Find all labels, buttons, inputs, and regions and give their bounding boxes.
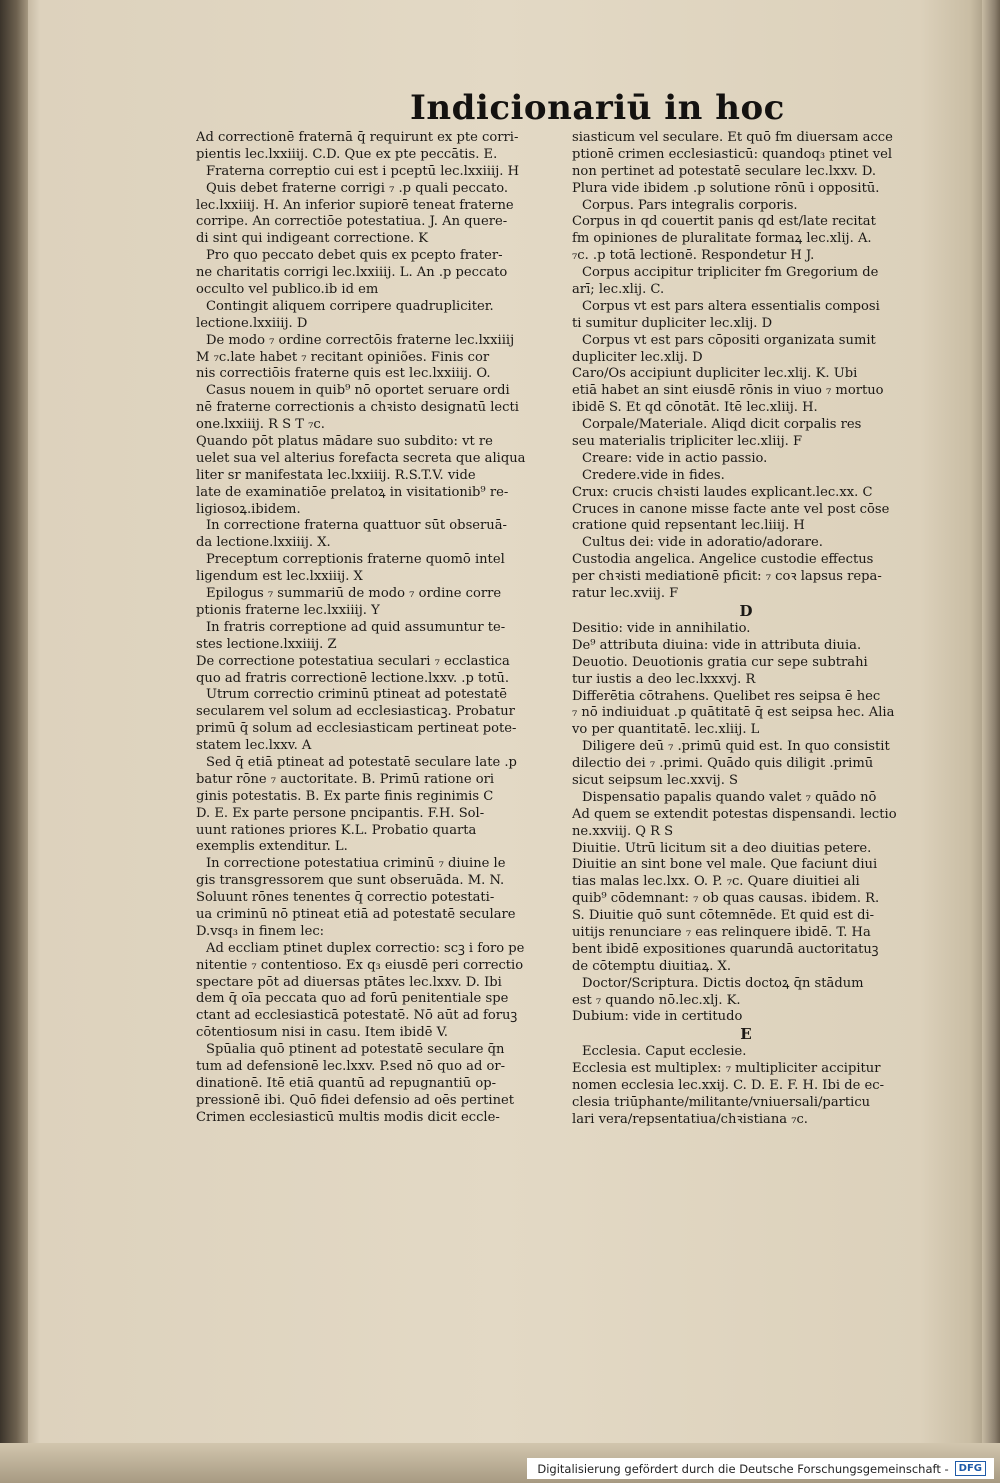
index-entry-line: statem lec.lxxv. A: [196, 738, 312, 754]
index-entry-line: ptionē crimen ecclesiasticū: quandoq₃ ptinet vel: [572, 146, 893, 162]
index-entry-line: D.vsq₃ in finem lec:: [196, 923, 325, 939]
index-entry-line: Ecclesia est multiplex: ₇ multipliciter accipitur: [572, 1061, 881, 1077]
index-entry-line: ₇ nō indiuiduat .p quātitatē q̄ est seipsa hec. Alia: [572, 705, 895, 721]
index-entry-line: Corpus vt est pars altera essentialis composi: [582, 298, 880, 314]
index-entry-line: M ₇c.late habet ₇ recitant opiniões. Finis cor: [196, 349, 490, 365]
index-entry-line: occulto vel publico.ib id em: [196, 282, 379, 298]
page-right-edge: [982, 0, 1000, 1483]
index-entry-line: primū q̄ solum ad ecclesiasticam pertineat pote-: [196, 721, 517, 737]
index-entry-line: Corpus accipitur tripliciter fm Gregorium de: [582, 265, 879, 281]
index-entry-line: dinationē. Itē etiā quantū ad repugnantiū op-: [196, 1075, 497, 1091]
index-entry-line: Corpus vt est pars cōpositi organizata sumit: [582, 332, 876, 348]
index-entry-line: nis correctiōis fraterne quis est lec.lxxiiij. O.: [196, 366, 491, 382]
index-entry-line: Cruces in canone misse facte ante vel post cōse: [572, 501, 890, 517]
index-entry-line: Spūalia quō ptinent ad potestatē seculare q̄n: [206, 1042, 505, 1058]
book-spine-edge: [0, 0, 28, 1483]
index-entry-line: Ad correctionē fraternā q̄ requirunt ex pte corri-: [196, 130, 519, 145]
index-entry-line: ibidē S. Et qd cōnotāt. Itē lec.xliij. H.: [572, 400, 818, 416]
index-entry-line: Credere.vide in fides.: [582, 467, 725, 483]
index-entry-line: Dubium: vide in certitudo: [572, 1009, 743, 1025]
index-entry-line: secularem vel solum ad ecclesiasticaꝫ. Probatur: [196, 704, 515, 720]
index-entry-line: stes lectione.lxxiiij. Z: [196, 636, 337, 652]
index-entry-line: De⁹ attributa diuina: vide in attributa diuia.: [572, 637, 862, 653]
index-entry-line: Deuotio. Deuotionis gratia cur sepe subtrahi: [572, 654, 868, 670]
index-entry-line: ₇c. .p totā lectionē. Respondetur H J.: [572, 248, 815, 264]
index-entry-line: nomen ecclesia lec.xxij. C. D. E. F. H. Ibi de ec-: [572, 1078, 885, 1094]
index-entry-line: Diuitie. Utrū licitum sit a deo diuitias petere.: [572, 840, 872, 856]
index-entry-line: ua criminū nō ptineat etiā ad potestatē seculare: [196, 906, 516, 922]
index-entry-line: Dispensatio papalis quando valet ₇ quādo nō: [582, 789, 877, 805]
index-entry-line: S. Diuitie quō sunt cōtemnēde. Et quid est di-: [572, 908, 875, 924]
index-entry-line: cratione quid repsentant lec.liiij. H: [572, 518, 805, 534]
index-entry-line: Quando pōt platus mādare suo subdito: vt re: [196, 434, 493, 450]
index-entry-line: Casus nouem in quib⁹ nō oportet seruare ordi: [206, 383, 510, 399]
index-entry-line: Ecclesia. Caput ecclesie.: [582, 1044, 747, 1060]
left-text-column: [196, 130, 552, 1127]
index-entry-line: exemplis extenditur. L.: [196, 839, 348, 855]
index-entry-line: De modo ₇ ordine correctōis fraterne lec.lxxiiij: [206, 332, 515, 348]
index-entry-line: Corpus in qd̄ couertit panis qd est/late recitat: [572, 214, 876, 230]
index-entry-line: ptionis fraterne lec.lxxiiij. Y: [196, 602, 380, 618]
page-running-title: Indicionariū in hoc: [410, 88, 785, 128]
index-entry-line: Utrum correctio criminū ptineat ad potestatē: [206, 687, 507, 703]
index-entry-line: Diuitie an sint bone vel male. Que faciunt diui: [572, 857, 878, 873]
index-entry-line: ne charitatis corrigi lec.lxxiiij. L. An .p peccato: [196, 265, 508, 281]
index-entry-line: tur iustis a deo lec.lxxxvj. R: [572, 671, 756, 687]
index-entry-line: vo per quantitatē. lec.xliij. L: [572, 722, 760, 738]
index-entry-line: In correctione fraterna quattuor sūt obseruā-: [206, 518, 507, 534]
index-entry-line: In correctione potestatiua criminū ₇ diuine le: [206, 856, 506, 872]
index-entry-line: uitijs renunciare ₇ eas relinquere ibidē. T. Ha: [572, 924, 871, 940]
index-entry-line: Epilogus ₇ summariū de modo ₇ ordine corre: [206, 586, 502, 602]
index-entry-line: fm opiniones de pluralitate formaꝝ lec.xlij. A.: [572, 231, 872, 247]
index-entry-line: dem q̄ oīa peccata quo ad forū penitentiale spe: [196, 991, 509, 1007]
index-entry-line: Cultus dei: vide in adoratio/adorare.: [582, 535, 823, 551]
index-entry-line: per chꝛisti mediationē pficit: ₇ coꝛ lapsus repa-: [572, 569, 882, 585]
right-text-column: [572, 130, 920, 1129]
index-entry-line: pientis lec.lxxiiij. C.D. Que ex pte peccātis. E.: [196, 146, 498, 162]
index-entry-line: Doctor/Scriptura. Dictis doctoꝝ q̄n stādum: [582, 975, 864, 991]
index-entry-line: Ad quem se extendit potestas dispensandi. lectio: [572, 806, 897, 822]
index-entry-line: est ₇ quando nō.lec.xlj. K.: [572, 992, 741, 1008]
index-entry-line: arī; lec.xlij. C.: [572, 282, 665, 298]
index-entry-line: Creare: vide in actio passio.: [582, 450, 768, 466]
footer-text: Digitalisierung gefördert durch die Deutsche Forschungsgemeinschaft -: [537, 1461, 949, 1476]
index-entry-line: lari vera/repsentatiua/chꝛistiana ₇c.: [572, 1111, 808, 1127]
index-entry-line: tum ad defensionē lec.lxxv. P.sed nō quo ad or-: [196, 1058, 506, 1074]
index-entry-line: Crux: crucis chꝛisti laudes explicant.lec.xx. C: [572, 484, 873, 500]
index-entry-line: quo ad fratris correctionē lectione.lxxv. .p totū.: [196, 670, 509, 686]
index-entry-line: di sint qui indigeant correctione. K: [196, 231, 429, 247]
index-entry-line: lec.lxxiiij. H. An inferior supiorē teneat fraterne: [196, 197, 514, 213]
index-entry-line: ti sumitur dupliciter lec.xlij. D: [572, 315, 773, 331]
index-entry-line: Corpus. Pars integralis corporis.: [582, 197, 798, 213]
index-entry-line: dupliciter lec.xlij. D: [572, 349, 703, 365]
index-entry-line: uunt rationes priores K.L. Probatio quarta: [196, 822, 477, 838]
index-entry-line: Plura vide ibidem .p solutione rōnū i oppositū.: [572, 180, 880, 196]
index-entry-line: nē fraterne correctionis a chꝛisto designatū lecti: [196, 400, 519, 416]
index-entry-line: etiā habet an sint eiusdē rōnis in viuo ₇ mortuo: [572, 383, 884, 399]
index-entry-line: corripe. An correctiōe potestatiua. J. An quere-: [196, 214, 508, 230]
index-entry-line: tias malas lec.lxx. O. P. ₇c. Quare diuitiei ali: [572, 874, 860, 890]
index-entry-line: D. E. Ex parte persone pncipantis. F.H. Sol-: [196, 805, 485, 821]
digitization-footer: [527, 1458, 994, 1479]
index-entry-line: lectione.lxxiiij. D: [196, 315, 308, 331]
index-entry-line: gis transgressorem que sunt obseruāda. M. N.: [196, 873, 505, 889]
index-entry-line: quib⁹ cōdemnant: ₇ ob quas causas. ibidem. R.: [572, 891, 880, 907]
index-entry-line: In fratris correptione ad quid assumuntur te-: [206, 619, 506, 635]
index-entry-line: Contingit aliquem corripere quadrupliciter.: [206, 298, 494, 314]
index-entry-line: Crimen ecclesiasticū multis modis dicit eccle-: [196, 1109, 500, 1125]
index-entry-line: Preceptum correptionis fraterne quomō intel: [206, 552, 505, 568]
index-entry-line: ratur lec.xviij. F: [572, 586, 679, 602]
index-entry-line: seu materialis tripliciter lec.xliij. F: [572, 434, 803, 450]
index-entry-line: Sed q̄ etiā ptineat ad potestatē seculare late .p: [206, 754, 517, 770]
index-entry-line: clesia triūphante/militante/vniuersali/particu: [572, 1094, 871, 1110]
index-entry-line: liter sr manifestata lec.lxxiiij. R.S.T.V. vide: [196, 467, 476, 483]
index-entry-line: de cōtemptu diuitiaꝝ. X.: [572, 958, 731, 974]
index-entry-line: pressionē ibi. Quō fidei defensio ad oēs pertinet: [196, 1092, 515, 1108]
index-entry-line: spectare pōt ad diuersas ptātes lec.lxxv. D. Ibi: [196, 974, 502, 990]
index-entry-line: Corpale/Materiale. Aliqd dicit corpalis res: [582, 417, 862, 433]
index-entry-line: late de examinatiōe prelatoꝝ in visitationib⁹ re-: [196, 484, 509, 500]
index-entry-line: ligendum est lec.lxxiiij. X: [196, 569, 363, 585]
index-entry-line: uelet sua vel alterius forefacta secreta que aliqua: [196, 450, 526, 466]
dfg-logo-icon: DFG: [955, 1461, 986, 1476]
index-entry-line: siasticum vel seculare. Et quō fm diuersam acce: [572, 130, 893, 145]
index-entry-line: ginis potestatis. B. Ex parte finis reginimis C: [196, 788, 494, 804]
index-entry-line: Fraterna correptio cui est i pceptū lec.lxxiiij. H: [206, 163, 519, 179]
index-entry-line: Caro/Os accipiunt dupliciter lec.xlij. K. Ubi: [572, 366, 858, 382]
index-entry-line: Desitio: vide in annihilatio.: [572, 620, 751, 636]
index-entry-line: da lectione.lxxiiij. X.: [196, 535, 331, 551]
index-entry-line: ctant ad ecclesiasticā potestatē. Nō aūt ad foruꝫ: [196, 1008, 518, 1024]
index-entry-line: Diligere deū ₇ .primū quid est. In quo consistit: [582, 739, 890, 755]
index-entry-line: Custodia angelica. Angelice custodie effectus: [572, 552, 874, 568]
index-entry-line: non pertinet ad potestatē seculare lec.lxxv. D.: [572, 163, 877, 179]
index-entry-line: Soluunt rōnes tenentes q̄ correctio potestati-: [196, 890, 495, 906]
index-entry-line: dilectio dei ₇ .primi. Quādo quis diligit .primū: [572, 756, 874, 772]
index-entry-line: Pro quo peccato debet quis ex pcepto frater-: [206, 248, 503, 264]
index-entry-line: Ad eccliam ptinet duplex correctio: scꝫ i foro pe: [206, 940, 525, 956]
index-entry-line: batur rōne ₇ auctoritate. B. Primū ratione ori: [196, 771, 495, 787]
index-entry-line: bent ibidē expositiones quarundā auctoritatuꝫ: [572, 941, 879, 957]
index-entry-line: ne.xxviij. Q R S: [572, 823, 674, 839]
index-entry-line: Quis debet fraterne corrigi ₇ .p quali peccato.: [206, 180, 509, 196]
section-letter-heading: E: [740, 1026, 752, 1044]
index-entry-line: nitentie ₇ contentioso. Ex q₃ eiusdē peri correctio: [196, 957, 524, 973]
index-entry-line: De correctione potestatiua seculari ₇ ecclastica: [196, 653, 510, 669]
section-letter-heading: D: [739, 602, 753, 620]
index-entry-line: cōtentiosum nisi in casu. Item ibidē V.: [196, 1025, 448, 1041]
index-entry-line: Differētia cōtrahens. Quelibet res seipsa ē hec: [572, 688, 881, 704]
index-entry-line: sicut seipsum lec.xxvij. S: [572, 772, 739, 788]
index-entry-line: one.lxxiiij. R S T ₇c.: [196, 417, 325, 433]
index-entry-line: ligiosoꝝ.ibidem.: [196, 501, 301, 517]
